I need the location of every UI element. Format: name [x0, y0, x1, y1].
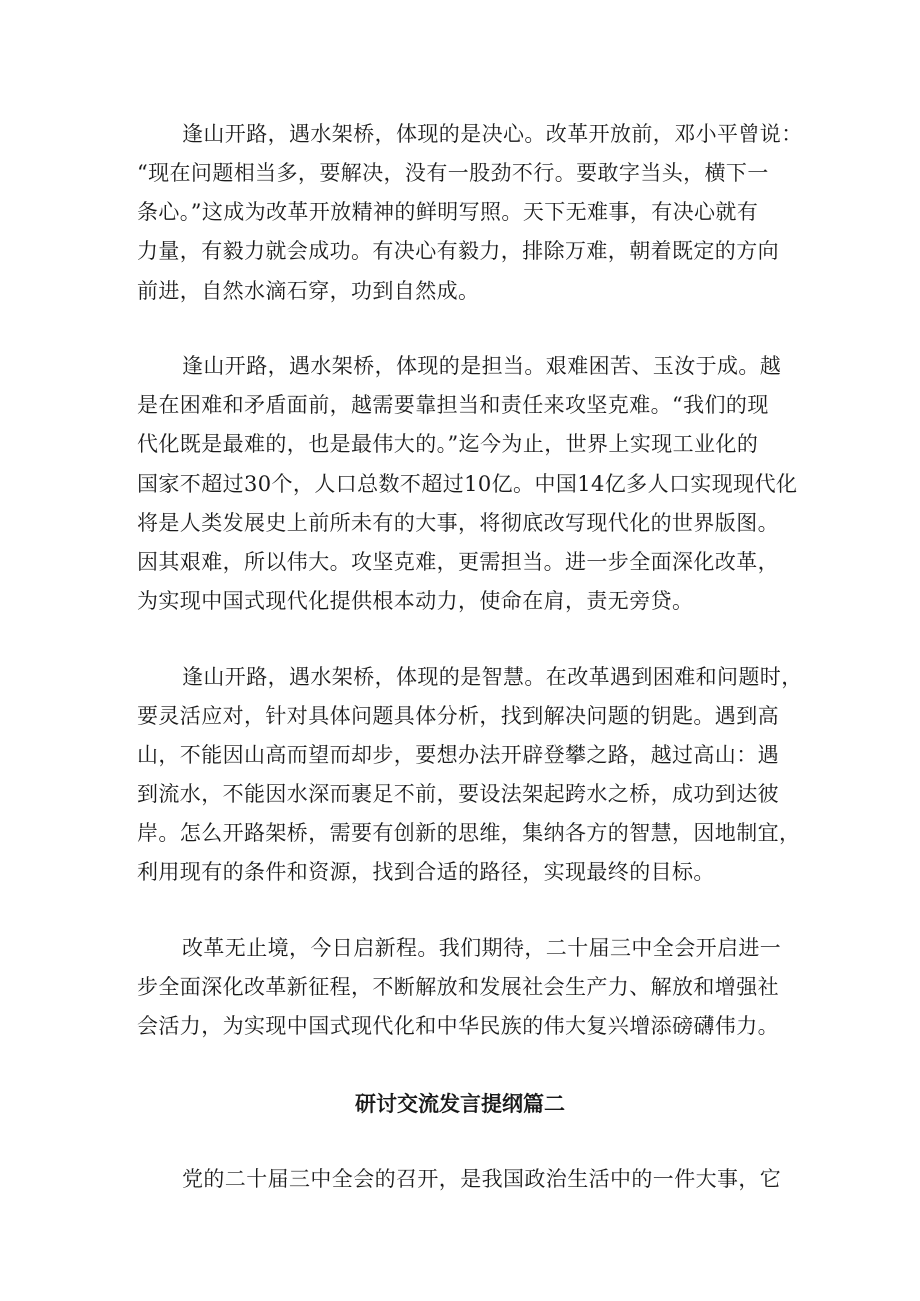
- paragraph-5-line-1: 党的二十届三中全会的召开，是我国政治生活中的一件大事，它: [182, 1167, 782, 1191]
- paragraph-2-line-5: 将是人类发展史上前所未有的大事，将彻底改写现代化的世界版图。: [137, 511, 779, 535]
- section-title: 研讨交流发言提纲篇二: [355, 1091, 565, 1116]
- paragraph-3-line-5: 岸。怎么开路架桥，需要有创新的思维，集纳各方的智慧，因地制宜，: [137, 821, 801, 845]
- paragraph-2-line-1: 逢山开路，遇水架桥，体现的是担当。艰难困苦、玉汝于成。越: [182, 354, 782, 378]
- paragraph-4-line-2: 步全面深化改革新征程，不断解放和发展社会生产力、解放和增强社: [137, 975, 779, 999]
- paragraph-1-line-1: 逢山开路，遇水架桥，体现的是决心。改革开放前，邓小平曾说：: [182, 122, 803, 146]
- paragraph-3-line-3: 山，不能因山高而望而却步，要想办法开辟登攀之路，越过高山：遇: [137, 743, 779, 767]
- paragraph-2-line-3: 代化既是最难的，也是最伟大的。”迄今为止，世界上实现工业化的: [137, 432, 759, 456]
- paragraph-4-line-3: 会活力，为实现中国式现代化和中华民族的伟大复兴增添磅礴伟力。: [137, 1014, 779, 1038]
- paragraph-3-line-6: 利用现有的条件和资源，找到合适的路径，实现最终的目标。: [137, 860, 715, 884]
- paragraph-2-line-2: 是在困难和矛盾面前，越需要靠担当和责任来攻坚克难。“我们的现: [137, 393, 769, 417]
- paragraph-3-line-2: 要灵活应对，针对具体问题具体分析，找到解决问题的钥匙。遇到高: [137, 704, 779, 728]
- paragraph-2-line-7: 为实现中国式现代化提供根本动力，使命在肩，责无旁贷。: [137, 589, 694, 613]
- paragraph-2-line-4: 国家不超过30个，人口总数不超过10亿。中国14亿多人口实现现代化: [137, 472, 798, 496]
- paragraph-2-line-6: 因其艰难，所以伟大。攻坚克难，更需担当。进一步全面深化改革，: [137, 550, 779, 574]
- paragraph-1-line-4: 力量，有毅力就会成功。有决心有毅力，排除万难，朝着既定的方向: [137, 239, 779, 263]
- paragraph-3-line-4: 到流水，不能因水深而裹足不前，要设法架起跨水之桥，成功到达彼: [137, 782, 779, 806]
- paragraph-1-line-3: 条心。”这成为改革开放精神的鲜明写照。天下无难事，有决心就有: [137, 200, 759, 224]
- paragraph-1-line-2: “现在问题相当多，要解决，没有一股劲不行。要敢字当头，横下一: [137, 161, 769, 185]
- paragraph-4-line-1: 改革无止境，今日启新程。我们期待，二十届三中全会开启进一: [182, 936, 782, 960]
- paragraph-3-line-1: 逢山开路，遇水架桥，体现的是智慧。在改革遇到困难和问题时，: [182, 665, 803, 689]
- paragraph-1-line-5: 前进，自然水滴石穿，功到自然成。: [137, 279, 480, 303]
